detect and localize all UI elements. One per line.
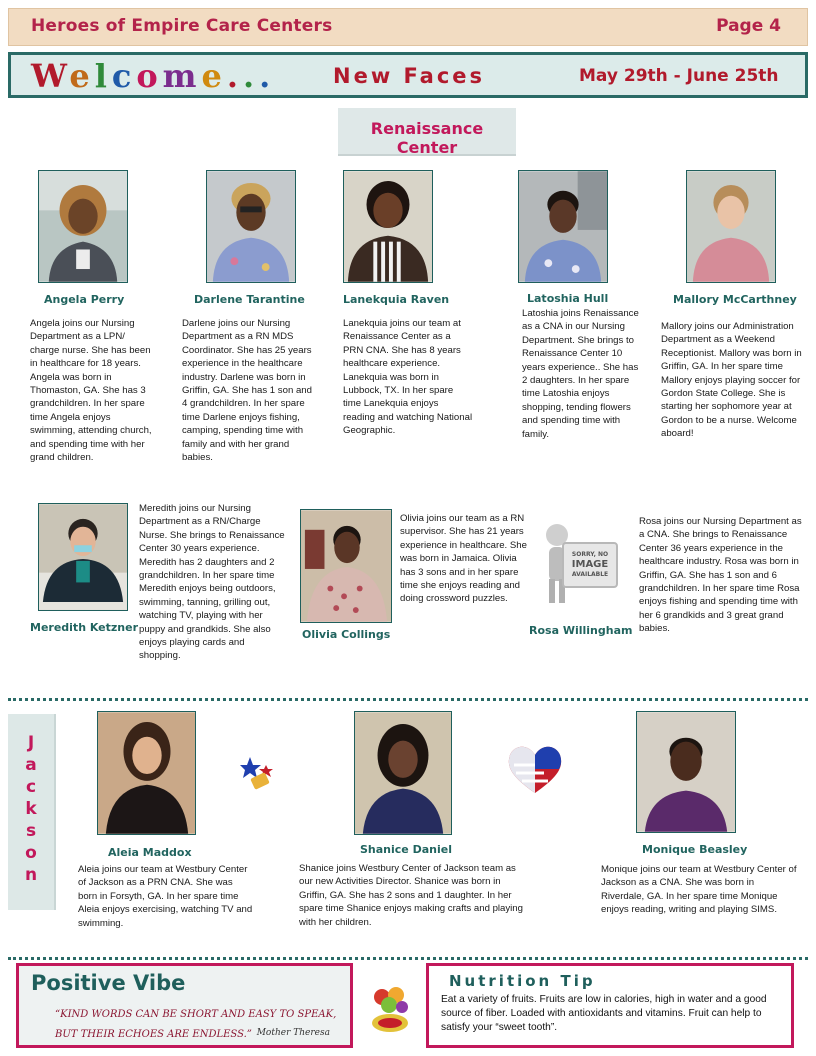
welcome-letter: e (69, 57, 95, 95)
photo-shanice-daniel (354, 711, 452, 835)
jackson-letter: s (25, 821, 37, 841)
welcome-banner (8, 52, 808, 98)
bio-meredith-ketzner: Meredith joins our Nursing Department as a RN/Charge Nurse. She brings to Renaissance Center 30 years experience. Meredith has 2 daughters and 2 grandchildren. In her spare time Meredith enjoys being outdoors, swimming, tanning, grilling out, watching TV, playing with her puppy and grandkids. She also enjoys playing cards and shopping. (139, 503, 285, 662)
welcome-letter: . (243, 57, 260, 95)
org-name: Heroes of Empire Care Centers (31, 16, 333, 36)
photo-olivia-collings (300, 509, 392, 623)
welcome-letter: . (226, 57, 244, 95)
jackson-label (8, 714, 56, 910)
welcome-letter: l (94, 57, 112, 95)
welcome-letter: W (31, 57, 70, 95)
new-faces-title: New Faces (333, 64, 486, 88)
nutrition-tip-title: Nutrition Tip (449, 972, 596, 990)
section-divider-bottom (8, 957, 808, 960)
renaissance-center-label: Renaissance Center (338, 108, 516, 156)
nutrition-tip-body: Eat a variety of fruits. Fruits are low in calories, high in water and a good source of fiber. Loaded with antioxidants and vitamins. Fruit can help to satisfy your “sweet tooth”. (441, 994, 767, 1033)
name-aleia-maddox: Aleia Maddox (108, 846, 192, 859)
bio-aleia-maddox: Aleia joins our team at Westbury Center of Jackson as a PRN CNA. She was born in Forsyth, GA. In her spare time Aleia enjoys exercising, watching TV and swimming. (78, 864, 253, 929)
placeholder-line-3: AVAILABLE (571, 571, 609, 578)
jackson-letter: k (25, 799, 37, 819)
page-number: Page 4 (716, 16, 781, 36)
name-rosa-willingham: Rosa Willingham (529, 624, 633, 637)
photo-lanekquia-raven (343, 170, 433, 283)
name-olivia-collings: Olivia Collings (302, 628, 391, 641)
date-range: May 29th - June 25th (579, 66, 779, 86)
bio-angela-perry: Angela joins our Nursing Department as a LPN/ charge nurse. She has been in healthcare for 18 years. Angela was born in Thomaston, GA. She has 3 grandchildren. In her spare time Angela enjoys swimming, attending church, and spending time with her grand children. (30, 318, 152, 464)
bio-mallory-mccarthney: Mallory joins our Administration Department as a Weekend Receptionist. Mallory was born in Griffin, GA. In her spare time Mallory enjoys playing soccer for Gordon State College. She is starting her sophomore year at Gordon to be a nurse. Welcome aboard! (661, 321, 802, 440)
bio-olivia-collings: Olivia joins our team as a RN supervisor. She has 21 years experience in healthcare. She was born in Jamaica. Olivia has 3 sons and in her spare time she enjoys reading and doing crossword puzzles. (400, 513, 527, 605)
bio-darlene-tarantine: Darlene joins our Nursing Department as a RN MDS Coordinator. She has 25 years experience in the healthcare industry. Darlene was born in Griffin, GA. She has 1 son and 4 grandchildren. In her spare time Darlene enjoys fishing, camping, spending time with family and with her grand babies. (182, 318, 312, 464)
bio-monique-beasley: Monique joins our team at Westbury Center of Jackson as a CNA. She was born in Riverdale, GA. In her spare time Monique enjoys reading, writing and playing SIMS. (601, 864, 797, 916)
jackson-letter: J (27, 733, 35, 753)
bio-rosa-willingham: Rosa joins our Nursing Department as a CNA. She brings to Renaissance Center 36 years experience in the healthcare industry. Rosa was born in Griffin, GA. She has 1 son and 6 grandchildren. In her spare time Rosa enjoys fishing and spending time with her 6 grandkids and 3 great grand babies. (639, 516, 802, 635)
bio-lanekquia-raven: Lanekquia joins our team at Renaissance Center as a PRN CNA. She has 8 years healthcare experience. Lanekquia was born in Lubbock, TX. In her spare time Lanekquia enjoys reading and watching National Geographic. (343, 318, 473, 437)
header-bar (8, 8, 808, 46)
jackson-letter: c (25, 777, 37, 797)
name-angela-perry: Angela Perry (44, 293, 125, 306)
jackson-letter: o (25, 843, 37, 863)
positive-vibe-box (16, 963, 353, 1048)
name-latoshia-hull: Latoshia Hull (527, 292, 609, 305)
photo-mallory-mccarthney (686, 170, 776, 283)
welcome-letter: m (162, 57, 202, 95)
firecracker-icon (240, 753, 276, 791)
no-image-placeholder (537, 515, 623, 607)
welcome-letter: e (201, 57, 227, 95)
name-darlene-tarantine: Darlene Tarantine (194, 293, 305, 306)
jackson-letter: n (24, 865, 38, 885)
welcome-letter: o (136, 57, 163, 95)
photo-monique-beasley (636, 711, 736, 833)
welcome-word (31, 57, 275, 95)
fruit-basket-icon (368, 983, 412, 1033)
photo-latoshia-hull (518, 170, 608, 283)
name-meredith-ketzner: Meredith Ketzner (30, 621, 139, 634)
photo-meredith-ketzner (38, 503, 128, 611)
placeholder-line-2: IMAGE (571, 559, 609, 570)
nutrition-tip-box (426, 963, 794, 1048)
placeholder-line-1: SORRY, NO (571, 551, 609, 558)
name-monique-beasley: Monique Beasley (642, 843, 748, 856)
quote-author: Mother Theresa (256, 1028, 330, 1038)
positive-vibe-quote: “KIND WORDS CAN BE SHORT AND EASY TO SPEAK, BUT THEIR ECHOES ARE ENDLESS.” (55, 1009, 337, 1040)
bio-latoshia-hull: Latoshia joins Renaissance as a CNA in our Nursing Department. She brings to Renaissance Center 10 years experience.. She has 2 daughters. In her spare time Latoshia enjoys shopping, tending flowers and spending time with family. (522, 308, 639, 440)
welcome-letter: . (259, 57, 276, 95)
name-mallory-mccarthney: Mallory McCarthney (673, 293, 797, 306)
flag-heart-icon (504, 741, 566, 797)
welcome-letter: c (111, 57, 137, 95)
photo-darlene-tarantine (206, 170, 296, 283)
name-lanekquia-raven: Lanekquia Raven (343, 293, 450, 306)
bio-shanice-daniel: Shanice joins Westbury Center of Jackson team as our new Activities Director. Shanice was born in Griffin, GA. She has 2 sons and 1 daughter. In her spare time Shanice enjoys making crafts and playing with her children. (299, 863, 523, 928)
photo-angela-perry (38, 170, 128, 283)
name-shanice-daniel: Shanice Daniel (360, 843, 452, 856)
photo-aleia-maddox (97, 711, 196, 835)
positive-vibe-title: Positive Vibe (31, 971, 186, 995)
jackson-letter: a (25, 755, 37, 775)
section-divider (8, 698, 808, 701)
